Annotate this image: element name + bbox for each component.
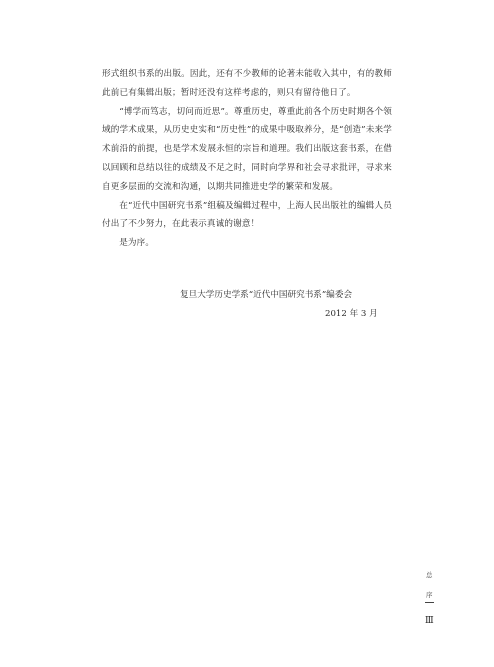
margin-divider	[425, 602, 434, 603]
signature-date: 2012 年 3 月	[325, 309, 378, 319]
paragraph-3: 在“近代中国研究书系”组稿及编辑过程中，上海人民出版社的编辑人员付出了不少努力，在此表示真诚的谢意！	[102, 200, 392, 230]
paragraph-2: “博学而笃志，切问而近思”。尊重历史，尊重此前各个历史时期各个领域的学术成果，从历史史实和“历史性”的成果中吸取养分，是“创造”未来学术前沿的前提，也是学术发展永恒的宗旨和道理。我们出版这套书系，在借以回顾和总结以往的成绩及不足之时，同时向学界和社会寻求批评，寻求来自更多层面的交流和沟通，以期共同推进史学的繁荣和发展。	[102, 106, 392, 192]
paragraph-4: 是为序。	[119, 238, 155, 249]
signature-organization: 复旦大学历史学系“近代中国研究书系”编委会	[180, 290, 353, 300]
paragraph-1: 形式组织书系的出版。因此，还有不少教师的论著未能收入其中，有的教师此前已有集辑出版；暂时还没有这样考虑的，则只有留待他日了。	[102, 69, 392, 98]
body-text	[102, 65, 392, 253]
margin-section-char-1: 总	[426, 571, 433, 579]
page-number: Ⅲ	[425, 616, 434, 626]
margin-section-char-2: 序	[426, 591, 433, 599]
